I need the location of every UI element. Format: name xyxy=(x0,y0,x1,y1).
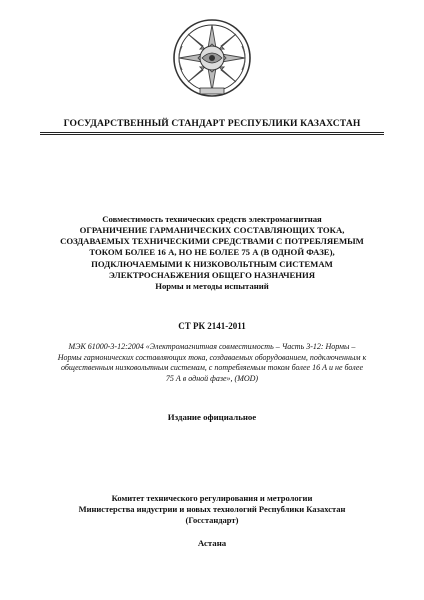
iec-reference-line: общественным низковольтным системам, с потребляемым током более 16 А и не более xyxy=(60,363,364,373)
issuing-committee xyxy=(30,493,394,526)
document-title-line: ОГРАНИЧЕНИЕ ГАРМАНИЧЕСКИХ СОСТАВЛЯЮЩИХ ТОКА, xyxy=(79,225,345,235)
standard-code: СТ РК 2141-2011 xyxy=(178,321,246,331)
iec-reference-line: 75 А в одной фазе», (MOD) xyxy=(165,373,259,383)
document-title-block xyxy=(30,214,394,292)
committee-line: Министерства индустрии и новых технологий Республики Казахстан xyxy=(78,504,346,514)
document-title-line: ПОДКЛЮЧАЕМЫМИ К НИЗКОВОЛЬТНЫМ СИСТЕМАМ xyxy=(91,258,333,269)
gov-standard-title: ГОСУДАРСТВЕННЫЙ СТАНДАРТ РЕСПУБЛИКИ КАЗАХСТАН xyxy=(63,118,361,129)
document-subtitle: Совместимость технических средств электромагнитная xyxy=(102,214,322,224)
title-rule-bottom xyxy=(40,134,384,135)
iec-reference-line: МЭК 61000-3-12:2004 «Электромагнитная совместимость – Часть 3-12: Нормы – xyxy=(68,342,356,351)
committee-line: (Госстандарт) xyxy=(185,515,239,525)
committee-line: Комитет технического регулирования и метрологии xyxy=(111,493,313,503)
kazakhstan-emblem-icon xyxy=(172,18,252,98)
title-rule-top xyxy=(40,132,384,133)
document-title-line: СОЗДАВАЕМЫХ ТЕХНИЧЕСКИМИ СРЕДСТВАМИ С ПОТРЕБЛЯЕМЫМ xyxy=(60,236,364,247)
iec-reference xyxy=(52,342,372,384)
iec-reference-line: Нормы гармонических составляющих тока, создаваемых оборудованием, подключенным к xyxy=(57,352,367,362)
document-title-line: ТОКОМ БОЛЕЕ 16 А, НО НЕ БОЛЕЕ 75 А (В ОДНОЙ ФАЗЕ), xyxy=(89,247,335,258)
official-edition-label: Издание официальное xyxy=(167,412,257,422)
norms-and-test-methods: Нормы и методы испытаний xyxy=(155,281,269,292)
document-title-line: ЭЛЕКТРОСНАБЖЕНИЯ ОБЩЕГО НАЗНАЧЕНИЯ xyxy=(108,269,316,280)
publication-city: Астана xyxy=(197,538,227,548)
